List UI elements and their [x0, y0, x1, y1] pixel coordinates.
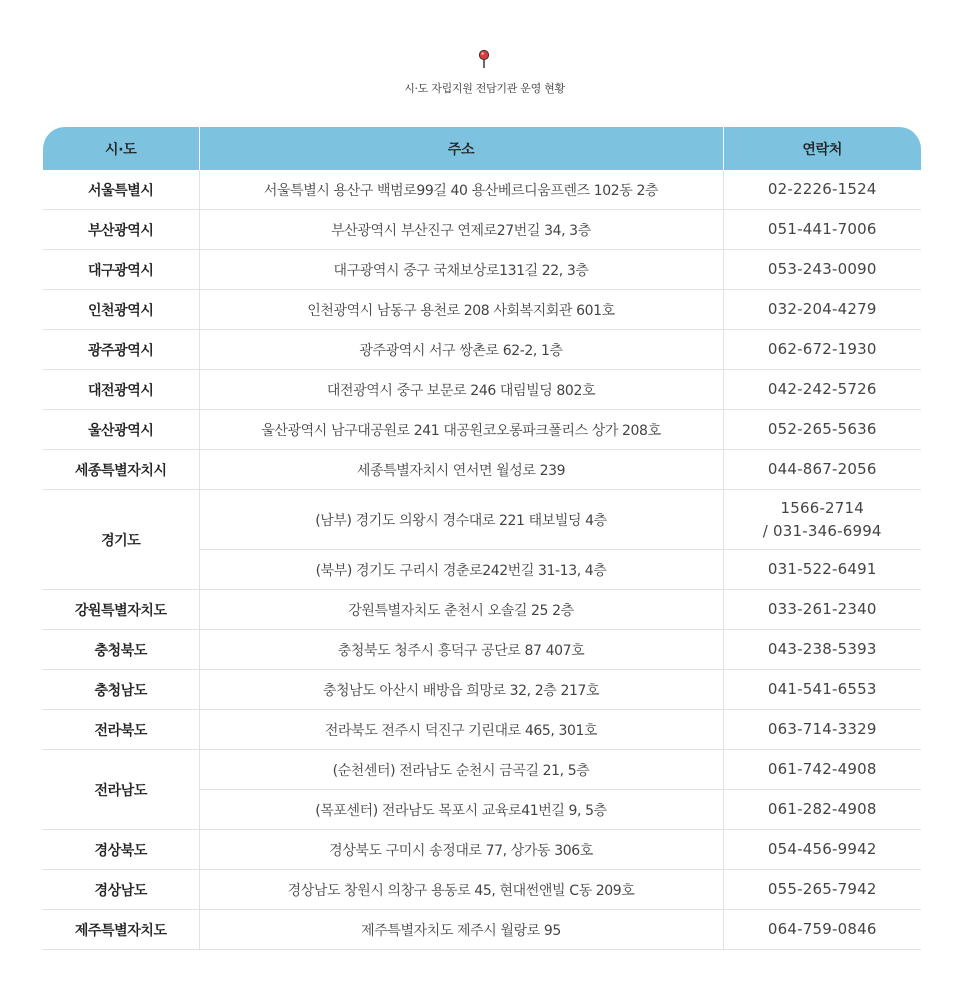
- phone-cell: 054-456-9942: [723, 830, 921, 870]
- phone-cell: 064-759-0846: [723, 910, 921, 950]
- address-cell: 대구광역시 중구 국채보상로131길 22, 3층: [199, 250, 723, 290]
- region-cell: 강원특별자치도: [43, 590, 199, 630]
- address-cell: 충청북도 청주시 흥덕구 공단로 87 407호: [199, 630, 723, 670]
- address-cell: 대전광역시 중구 보문로 246 대림빌딩 802호: [199, 370, 723, 410]
- table-row: [43, 910, 921, 950]
- header-phone: 연락처: [723, 127, 921, 170]
- address-cell: 제주특별자치도 제주시 월랑로 95: [199, 910, 723, 950]
- phone-cell: 055-265-7942: [723, 870, 921, 910]
- table-row: [43, 330, 921, 370]
- phone-cell: 033-261-2340: [723, 590, 921, 630]
- phone-cell: 061-282-4908: [723, 790, 921, 830]
- table-row: [43, 170, 921, 210]
- table-header-row: [43, 127, 921, 170]
- address-cell: 부산광역시 부산진구 연제로27번길 34, 3층: [199, 210, 723, 250]
- region-cell: 부산광역시: [43, 210, 199, 250]
- phone-cell: 044-867-2056: [723, 450, 921, 490]
- phone-cell: 02-2226-1524: [723, 170, 921, 210]
- region-cell: 울산광역시: [43, 410, 199, 450]
- table-row: [43, 370, 921, 410]
- region-cell: 인천광역시: [43, 290, 199, 330]
- table-row: [43, 490, 921, 550]
- region-cell: 경상북도: [43, 830, 199, 870]
- address-cell: 광주광역시 서구 쌍촌로 62-2, 1층: [199, 330, 723, 370]
- address-cell: (순천센터) 전라남도 순천시 금곡길 21, 5층: [199, 750, 723, 790]
- address-cell: 서울특별시 용산구 백범로99길 40 용산베르디움프렌즈 102동 2층: [199, 170, 723, 210]
- phone-cell: 043-238-5393: [723, 630, 921, 670]
- table-row: [43, 590, 921, 630]
- phone-cell: 053-243-0090: [723, 250, 921, 290]
- table-row: [43, 630, 921, 670]
- table-row: [43, 750, 921, 790]
- address-cell: (북부) 경기도 구리시 경춘로242번길 31-13, 4층: [199, 550, 723, 590]
- region-cell: 경상남도: [43, 870, 199, 910]
- region-cell: 대전광역시: [43, 370, 199, 410]
- address-cell: 전라북도 전주시 덕진구 기린대로 465, 301호: [199, 710, 723, 750]
- address-cell: 충청남도 아산시 배방읍 희망로 32, 2층 217호: [199, 670, 723, 710]
- header-address: 주소: [199, 127, 723, 170]
- address-cell: 인천광역시 남동구 용천로 208 사회복지회관 601호: [199, 290, 723, 330]
- table-row: [43, 670, 921, 710]
- region-cell: 전라북도: [43, 710, 199, 750]
- address-cell: 경상북도 구미시 송정대로 77, 상가동 306호: [199, 830, 723, 870]
- region-cell: 충청북도: [43, 630, 199, 670]
- table-row: [43, 450, 921, 490]
- header-region: 시·도: [43, 127, 199, 170]
- phone-cell: 031-522-6491: [723, 550, 921, 590]
- region-cell: 세종특별자치시: [43, 450, 199, 490]
- region-cell: 대구광역시: [43, 250, 199, 290]
- region-cell: 제주특별자치도: [43, 910, 199, 950]
- phone-cell: 042-242-5726: [723, 370, 921, 410]
- phone-cell: 041-541-6553: [723, 670, 921, 710]
- phone-cell: 052-265-5636: [723, 410, 921, 450]
- region-cell: 충청남도: [43, 670, 199, 710]
- address-cell: 울산광역시 남구대공원로 241 대공원코오롱파크폴리스 상가 208호: [199, 410, 723, 450]
- region-cell: 광주광역시: [43, 330, 199, 370]
- table-row: [43, 410, 921, 450]
- phone-secondary: / 031-346-6994: [762, 521, 882, 540]
- region-cell: 전라남도: [43, 750, 199, 830]
- table-row: [43, 710, 921, 750]
- table-row: [43, 290, 921, 330]
- phone-cell: 062-672-1930: [723, 330, 921, 370]
- table-row: [43, 830, 921, 870]
- phone-cell: 051-441-7006: [723, 210, 921, 250]
- region-cell: 서울특별시: [43, 170, 199, 210]
- phone-cell: 032-204-4279: [723, 290, 921, 330]
- phone-primary: 1566-2714: [780, 498, 865, 517]
- address-cell: 세종특별자치시 연서면 월성로 239: [199, 450, 723, 490]
- map-pin-icon: [477, 49, 491, 69]
- phone-cell: [723, 490, 921, 550]
- address-cell: 강원특별자치도 춘천시 오솔길 25 2층: [199, 590, 723, 630]
- address-cell: (목포센터) 전라남도 목포시 교육로41번길 9, 5층: [199, 790, 723, 830]
- table-row: [43, 250, 921, 290]
- address-cell: (남부) 경기도 의왕시 경수대로 221 태보빌딩 4층: [199, 490, 723, 550]
- phone-cell: 063-714-3329: [723, 710, 921, 750]
- table-caption: 시·도 자립지원 전담기관 운영 현황: [404, 82, 565, 95]
- agency-table: [43, 127, 921, 950]
- table-row: [43, 210, 921, 250]
- table-row: [43, 870, 921, 910]
- region-cell: 경기도: [43, 490, 199, 590]
- address-cell: 경상남도 창원시 의창구 용동로 45, 현대썬앤빌 C동 209호: [199, 870, 723, 910]
- phone-cell: 061-742-4908: [723, 750, 921, 790]
